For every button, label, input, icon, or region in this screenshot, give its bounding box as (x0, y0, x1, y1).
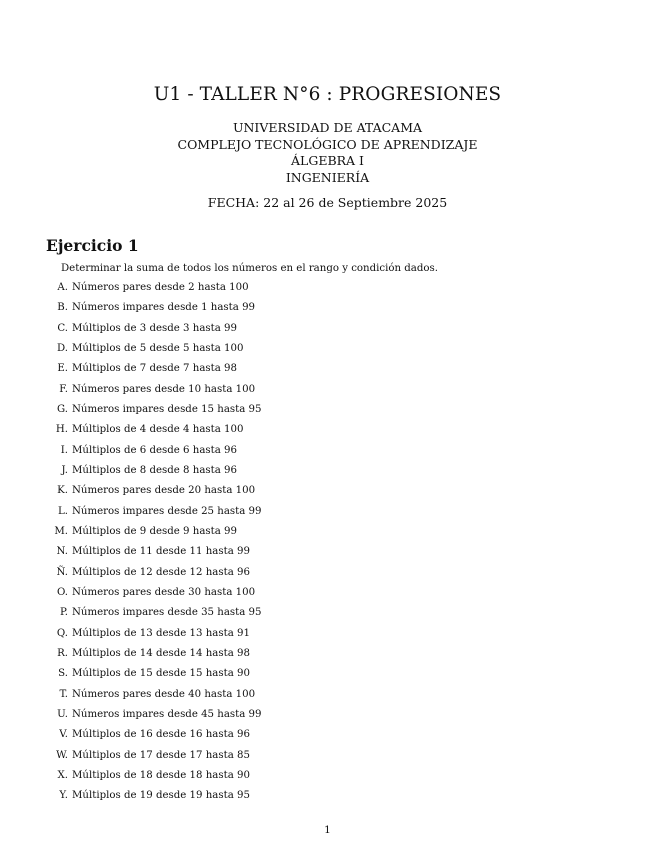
exercise-heading: Ejercicio 1 (46, 236, 139, 255)
page-number: 1 (324, 824, 331, 836)
complex-name: COMPLEJO TECNOLÓGICO DE APRENDIZAJE (177, 136, 478, 152)
item-label: X. (57, 769, 68, 781)
exercise-item (40, 484, 262, 504)
item-text: Múltiplos de 7 desde 7 hasta 98 (72, 363, 238, 375)
document-date: FECHA: 22 al 26 de Septiembre 2025 (207, 195, 448, 210)
item-label: M. (54, 525, 68, 537)
institution-header (0, 120, 655, 186)
item-text: Múltiplos de 3 desde 3 hasta 99 (72, 322, 238, 334)
exercise-item (40, 749, 262, 769)
item-label: W. (56, 749, 68, 761)
item-text: Números impares desde 35 hasta 95 (72, 607, 262, 619)
item-label: I. (60, 444, 68, 456)
item-text: Números pares desde 40 hasta 100 (72, 688, 256, 700)
item-label: D. (56, 342, 68, 354)
item-text: Múltiplos de 17 desde 17 hasta 85 (72, 749, 250, 761)
item-label: P. (59, 607, 68, 619)
exercise-instructions: Determinar la suma de todos los números en el rango y condición dados. (61, 263, 438, 274)
item-label: U. (57, 708, 68, 720)
exercise-item (40, 444, 262, 464)
exercise-item (40, 627, 262, 647)
university-name: UNIVERSIDAD DE ATACAMA (232, 120, 423, 135)
item-text: Números pares desde 20 hasta 100 (72, 485, 256, 497)
item-text: Múltiplos de 13 desde 13 hasta 91 (72, 627, 250, 639)
exercise-item (40, 342, 262, 362)
exercise-item-list (40, 281, 262, 810)
exercise-item (40, 464, 262, 484)
item-text: Múltiplos de 6 desde 6 hasta 96 (72, 444, 238, 456)
exercise-item (40, 606, 262, 626)
exercise-item (40, 505, 262, 525)
exercise-item (40, 566, 262, 586)
item-label: Q. (56, 627, 68, 639)
exercise-item (40, 586, 262, 606)
item-text: Números impares desde 15 hasta 95 (72, 403, 262, 415)
exercise-item (40, 301, 262, 321)
exercise-item (40, 322, 262, 342)
item-label: E. (57, 363, 68, 375)
exercise-item (40, 789, 262, 809)
item-label: K. (57, 485, 68, 497)
item-text: Números impares desde 45 hasta 99 (72, 708, 262, 720)
exercise-item (40, 423, 262, 443)
item-label: Y. (59, 790, 68, 802)
exercise-item (40, 688, 262, 708)
item-text: Múltiplos de 11 desde 11 hasta 99 (72, 546, 250, 558)
exercise-item (40, 362, 262, 382)
item-label: H. (55, 424, 68, 436)
item-label: R. (57, 647, 68, 659)
item-label: C. (57, 322, 68, 334)
item-label: G. (56, 403, 68, 415)
course-name: ÁLGEBRA I (291, 153, 364, 169)
item-text: Múltiplos de 9 desde 9 hasta 99 (72, 525, 238, 537)
exercise-item (40, 667, 262, 687)
exercise-item (40, 383, 262, 403)
item-label: A. (57, 282, 68, 293)
item-text: Múltiplos de 4 desde 4 hasta 100 (72, 424, 244, 436)
item-label: N. (56, 546, 68, 558)
exercise-item (40, 281, 262, 301)
program-name: INGENIERÍA (285, 169, 370, 185)
item-text: Múltiplos de 14 desde 14 hasta 98 (72, 647, 250, 659)
exercise-item (40, 403, 262, 423)
item-label: S. (58, 668, 68, 680)
item-text: Múltiplos de 5 desde 5 hasta 100 (72, 342, 244, 354)
item-label: F. (59, 383, 68, 395)
item-text: Números impares desde 1 hasta 99 (72, 302, 256, 314)
item-text: Múltiplos de 19 desde 19 hasta 95 (72, 790, 250, 802)
item-label: J. (61, 464, 68, 476)
exercise-item (40, 525, 262, 545)
item-label: V. (59, 729, 68, 741)
item-label: L. (57, 505, 68, 517)
item-label: Ñ. (56, 566, 68, 578)
item-text: Números pares desde 10 hasta 100 (72, 383, 256, 395)
document-title: U1 - TALLER N°6 : PROGRESIONES (153, 84, 502, 105)
item-text: Números pares desde 2 hasta 100 (72, 282, 249, 293)
exercise-item (40, 769, 262, 789)
item-text: Múltiplos de 8 desde 8 hasta 96 (72, 464, 238, 476)
item-text: Múltiplos de 18 desde 18 hasta 90 (72, 769, 250, 781)
item-text: Números impares desde 25 hasta 99 (72, 505, 262, 517)
exercise-item (40, 708, 262, 728)
item-text: Múltiplos de 16 desde 16 hasta 96 (72, 729, 250, 741)
item-text: Números pares desde 30 hasta 100 (72, 586, 256, 598)
exercise-item (40, 545, 262, 565)
exercise-item (40, 728, 262, 748)
item-text: Múltiplos de 12 desde 12 hasta 96 (72, 566, 250, 578)
item-label: O. (57, 586, 68, 598)
item-label: B. (57, 302, 68, 314)
exercise-item (40, 647, 262, 667)
item-label: T. (59, 688, 68, 700)
item-text: Múltiplos de 15 desde 15 hasta 90 (72, 668, 250, 680)
